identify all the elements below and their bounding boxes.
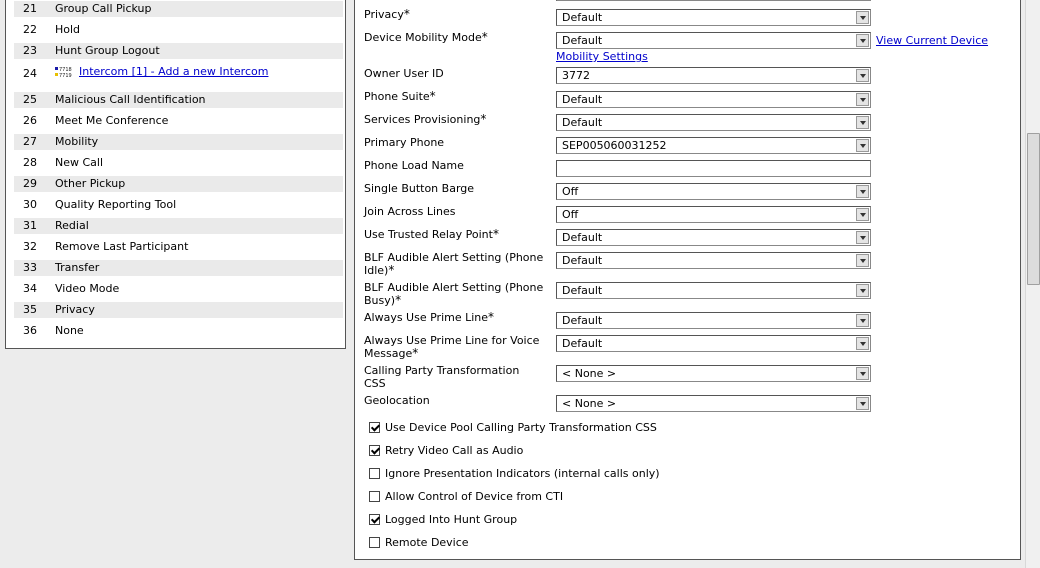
list-item [14, 134, 343, 150]
always-use-prime-line-voice-label: Always Use Prime Line for Voice Message* [364, 334, 540, 360]
services-provisioning-select[interactable] [556, 114, 871, 131]
row-number: 31 [23, 219, 37, 232]
selected-value: < None > [562, 367, 617, 380]
use-trusted-relay-point-select[interactable] [556, 229, 871, 246]
svg-text:7718: 7718 [59, 67, 72, 73]
selected-value: < None > [562, 397, 617, 410]
checkbox[interactable] [369, 537, 380, 548]
chevron-down-icon [856, 337, 869, 350]
row-label: Privacy [55, 303, 95, 316]
chevron-down-icon [856, 284, 869, 297]
single-button-barge-label: Single Button Barge [364, 182, 475, 195]
privacy-select[interactable] [556, 9, 871, 26]
selected-value: Default [562, 11, 603, 24]
phone-load-name-label: Phone Load Name [364, 159, 464, 172]
join-across-lines-label: Join Across Lines [364, 205, 456, 218]
selected-value: Default [562, 284, 603, 297]
row-number: 33 [23, 261, 37, 274]
list-item [14, 43, 343, 59]
row-number: 35 [23, 303, 37, 316]
vertical-scrollbar[interactable] [1025, 0, 1040, 568]
row-label: Other Pickup [55, 177, 126, 190]
owner-user-id-label: Owner User ID [364, 67, 444, 80]
selected-value: Default [562, 34, 603, 47]
row-label: Mobility [55, 135, 99, 148]
chevron-down-icon [856, 185, 869, 198]
checkbox-label: Allow Control of Device from CTI [385, 490, 564, 503]
blf-busy-label: BLF Audible Alert Setting (Phone Busy)* [364, 281, 544, 307]
row-label: Quality Reporting Tool [55, 198, 177, 211]
checkbox[interactable] [369, 468, 380, 479]
row-number: 29 [23, 177, 37, 190]
checkbox[interactable] [369, 445, 380, 456]
selected-value: 3772 [562, 69, 590, 82]
row-number: 22 [23, 23, 37, 36]
device-mobility-mode-label: Device Mobility Mode* [364, 30, 488, 44]
checkbox-label: Retry Video Call as Audio [385, 444, 524, 457]
selected-value: Default [562, 116, 603, 129]
chevron-down-icon [856, 367, 869, 380]
row-label: Group Call Pickup [55, 2, 152, 15]
row-number: 32 [23, 240, 37, 253]
always-use-prime-line-voice-select[interactable] [556, 335, 871, 352]
chevron-down-icon [856, 314, 869, 327]
always-use-prime-line-label: Always Use Prime Line* [364, 310, 495, 324]
checkbox-label: Remote Device [385, 536, 469, 549]
chevron-down-icon [856, 69, 869, 82]
chevron-down-icon [856, 34, 869, 47]
primary-phone-label: Primary Phone [364, 136, 445, 149]
row-label: Hold [55, 23, 81, 36]
selected-value: Default [562, 314, 603, 327]
list-item [14, 113, 343, 129]
checkbox-label: Ignore Presentation Indicators (internal calls only) [385, 467, 660, 480]
list-item [14, 176, 343, 192]
row-label: Remove Last Participant [55, 240, 189, 253]
primary-phone-select[interactable] [556, 137, 871, 154]
privacy-label: Privacy* [364, 7, 410, 21]
geolocation-select[interactable] [556, 395, 871, 412]
blf-idle-select[interactable] [556, 252, 871, 269]
use-trusted-relay-point-label: Use Trusted Relay Point* [364, 227, 499, 241]
row-number: 34 [23, 282, 37, 295]
chevron-down-icon [856, 139, 869, 152]
join-across-lines-select[interactable] [556, 206, 871, 223]
row-label: Malicious Call Identification [55, 93, 206, 106]
row-number: 25 [23, 93, 37, 106]
selected-value: Default [562, 337, 603, 350]
device-settings-form [354, 0, 1021, 560]
phone-suite-select[interactable] [556, 91, 871, 108]
list-item [14, 323, 343, 339]
chevron-down-icon [856, 397, 869, 410]
mobility-settings-link[interactable]: Mobility Settings [556, 50, 648, 63]
cutoff-select[interactable] [556, 0, 871, 1]
list-item [14, 197, 343, 213]
selected-value: Default [562, 254, 603, 267]
chevron-down-icon [856, 93, 869, 106]
calling-party-transformation-css-select[interactable] [556, 365, 871, 382]
row-number: 27 [23, 135, 37, 148]
scrollbar-thumb[interactable] [1027, 133, 1040, 285]
phone-load-name-input[interactable] [556, 160, 871, 177]
row-number: 23 [23, 44, 37, 57]
list-item [14, 260, 343, 276]
row-label: Hunt Group Logout [55, 44, 160, 57]
list-item [14, 218, 343, 234]
owner-user-id-select[interactable] [556, 67, 871, 84]
checkbox-label: Logged Into Hunt Group [385, 513, 518, 526]
view-current-device-link[interactable]: View Current Device [876, 34, 989, 47]
calling-party-transformation-css-label: Calling Party Transformation CSS [364, 364, 520, 390]
selected-value: Off [562, 185, 579, 198]
list-item [14, 92, 343, 108]
selected-value: Off [562, 208, 579, 221]
device-mobility-mode-select[interactable] [556, 32, 871, 49]
blf-busy-select[interactable] [556, 282, 871, 299]
list-item [14, 22, 343, 38]
row-label: New Call [55, 156, 104, 169]
always-use-prime-line-select[interactable] [556, 312, 871, 329]
row-label: Video Mode [55, 282, 120, 295]
intercom-line-icon [55, 66, 77, 79]
selected-value: SEP005060031252 [562, 139, 667, 152]
list-item [14, 281, 343, 297]
row-number: 24 [23, 67, 37, 80]
list-item [14, 302, 343, 318]
list-item [14, 155, 343, 171]
phone-suite-label: Phone Suite* [364, 89, 436, 103]
chevron-down-icon [856, 254, 869, 267]
list-item [14, 1, 343, 17]
chevron-down-icon [856, 231, 869, 244]
row-number: 28 [23, 156, 37, 169]
blf-idle-label: BLF Audible Alert Setting (Phone Idle)* [364, 251, 544, 277]
row-label: Transfer [55, 261, 100, 274]
geolocation-label: Geolocation [364, 394, 430, 407]
row-number: 36 [23, 324, 37, 337]
row-label: Redial [55, 219, 89, 232]
chevron-down-icon [856, 116, 869, 129]
chevron-down-icon [856, 11, 869, 24]
row-number: 26 [23, 114, 37, 127]
checkbox[interactable] [369, 514, 380, 525]
selected-value: Default [562, 231, 603, 244]
services-provisioning-label: Services Provisioning* [364, 112, 487, 126]
row-number: 21 [23, 2, 37, 15]
list-item [14, 64, 343, 84]
row-number: 30 [23, 198, 37, 211]
checkbox[interactable] [369, 422, 380, 433]
row-label: Meet Me Conference [55, 114, 169, 127]
intercom-add-link[interactable]: Intercom [1] - Add a new Intercom [79, 65, 269, 78]
svg-text:7719: 7719 [59, 73, 72, 79]
speed-dial-list-panel [5, 0, 346, 349]
single-button-barge-select[interactable] [556, 183, 871, 200]
list-item [14, 239, 343, 255]
chevron-down-icon [856, 208, 869, 221]
checkbox-label: Use Device Pool Calling Party Transformation CSS [385, 421, 657, 434]
selected-value: Default [562, 93, 603, 106]
row-label: None [55, 324, 84, 337]
checkbox[interactable] [369, 491, 380, 502]
